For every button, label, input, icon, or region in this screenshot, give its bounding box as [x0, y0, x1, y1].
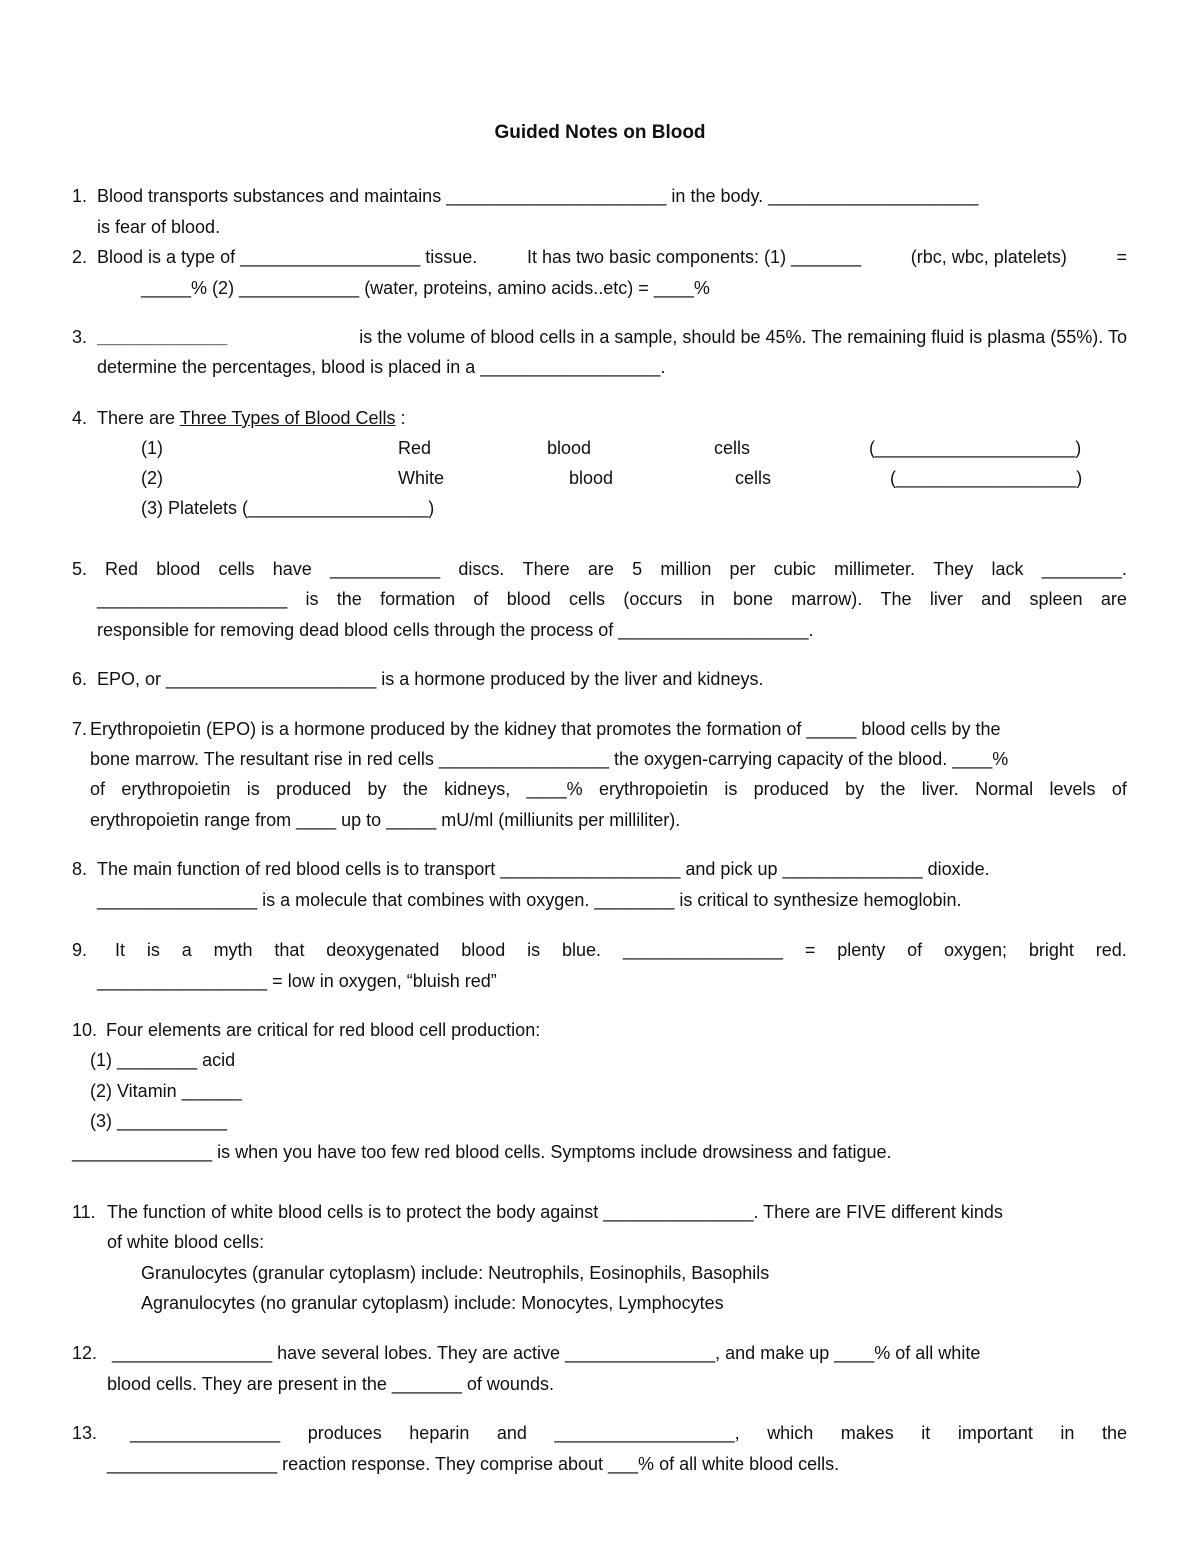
q5-word: in	[700, 589, 715, 609]
q9-word: that	[274, 940, 305, 960]
q7-word: levels	[1049, 779, 1096, 799]
q4-line-1	[97, 407, 406, 429]
q5-word: blood	[506, 589, 551, 609]
q7-line-3	[90, 778, 1127, 800]
q13-word: it	[921, 1423, 931, 1443]
q7-word: by	[367, 779, 387, 799]
q5-word: and	[981, 589, 1012, 609]
q7-word: is	[724, 779, 738, 799]
q13-line-1	[130, 1422, 1127, 1444]
q3-number: 3.	[72, 327, 88, 347]
q5-word: per	[729, 559, 756, 579]
q5-word: ________.	[1041, 559, 1127, 579]
q7-word: liver.	[921, 779, 959, 799]
q7-number: 7.	[72, 719, 88, 739]
q4-lead: There are	[97, 408, 176, 428]
q10-line-1: Four elements are critical for red blood cell production:	[106, 1020, 541, 1040]
q9-line-2: _________________ = low in oxygen, “bluish red”	[97, 971, 497, 991]
q5-word: is	[305, 589, 319, 609]
q9-word: It	[115, 940, 126, 960]
q13-number: 13.	[72, 1423, 98, 1443]
q2-line-1-part: Blood is a type of __________________ tissue.	[97, 247, 478, 267]
q9-word: is	[146, 940, 160, 960]
q9-word: a	[181, 940, 192, 960]
q11-line-1: The function of white blood cells is to protect the body against _______________. There are FIVE different kinds	[107, 1202, 1003, 1222]
q5-word: Red	[105, 559, 139, 579]
q6-number: 6.	[72, 669, 88, 689]
q10-number: 10.	[72, 1020, 98, 1040]
q11-number: 11.	[72, 1202, 96, 1222]
q4-row-2-word: White	[398, 468, 445, 488]
q13-word: __________________,	[554, 1423, 740, 1443]
q9-word: oxygen;	[944, 940, 1008, 960]
page-title: Guided Notes on Blood	[494, 122, 706, 143]
q4-row-2-num: (2)	[141, 468, 163, 488]
q9-word: =	[804, 940, 816, 960]
q5-word: are	[1100, 589, 1127, 609]
q6-line-1: EPO, or _____________________ is a hormone produced by the liver and kidneys.	[97, 669, 764, 689]
q10-item: (2) Vitamin ______	[90, 1081, 242, 1101]
q5-line-2	[97, 588, 1127, 610]
q7-word: of	[1111, 779, 1127, 799]
q9-word: is	[527, 940, 541, 960]
q4-row-1-word: cells	[714, 438, 751, 458]
q3-line-2: determine the percentages, blood is placed in a __________________.	[97, 357, 666, 377]
q3-line-1	[97, 326, 1127, 348]
q7-word: produced	[276, 779, 352, 799]
q5-word: the	[336, 589, 362, 609]
q4-row-2-blank: (__________________)	[890, 468, 1083, 488]
q8-line-1: The main function of red blood cells is to transport __________________ and pick up ______________ dioxide.	[97, 859, 990, 879]
q9-number: 9.	[72, 940, 88, 960]
q13-word: makes	[840, 1423, 894, 1443]
q4-row-2-word: cells	[735, 468, 772, 488]
q7-word: ____%	[526, 779, 583, 799]
q5-word: blood	[156, 559, 201, 579]
q10-item: (1) ________ acid	[90, 1050, 236, 1070]
q5-word: (occurs	[623, 589, 683, 609]
q5-word: have	[272, 559, 312, 579]
q13-word: important	[957, 1423, 1033, 1443]
q5-word: discs.	[458, 559, 505, 579]
q5-word: The	[880, 589, 912, 609]
q4-number: 4.	[72, 408, 88, 428]
q12-line-1: ________________ have several lobes. They are active _______________, and make up ____% of all white	[112, 1343, 981, 1363]
q4-row-3: (3) Platelets (__________________)	[141, 498, 435, 518]
q5-word: cubic	[773, 559, 816, 579]
q5-word: are	[587, 559, 614, 579]
q7-line-2: bone marrow. The resultant rise in red cells _________________ the oxygen-carrying capacity of the blood. ____%	[90, 749, 1009, 769]
q7-word: the	[880, 779, 906, 799]
q9-word: plenty	[837, 940, 886, 960]
q13-word: produces	[307, 1423, 382, 1443]
q5-line-3: responsible for removing dead blood cells through the process of ___________________.	[97, 620, 814, 640]
q9-word: blood	[461, 940, 506, 960]
q1-number: 1.	[72, 186, 88, 206]
q5-word: liver	[929, 589, 963, 609]
q2-line-2: _____% (2) ____________ (water, proteins, amino acids..etc) = ____%	[141, 278, 710, 298]
q9-word: of	[907, 940, 923, 960]
q7-word: the	[402, 779, 428, 799]
q5-word: marrow).	[791, 589, 863, 609]
q5-number: 5.	[72, 559, 88, 579]
q5-word: ___________	[330, 559, 441, 579]
q9-line-1	[115, 939, 1127, 961]
q4-row-1-blank: (____________________)	[869, 438, 1082, 458]
q4-colon: :	[395, 408, 406, 428]
q2-line-1	[97, 246, 1127, 268]
q7-word: erythropoietin	[598, 779, 709, 799]
q5-word: 5	[632, 559, 643, 579]
q11-line-3: Granulocytes (granular cytoplasm) include: Neutrophils, Eosinophils, Basophils	[141, 1263, 770, 1283]
q9-word: ________________	[622, 940, 784, 960]
q13-word: which	[767, 1423, 814, 1443]
q7-word: by	[845, 779, 865, 799]
q7-word: kidneys,	[444, 779, 511, 799]
q3-blank: _____________	[97, 327, 228, 347]
q4-row-1-num: (1)	[141, 438, 163, 458]
q1-line-1: Blood transports substances and maintains ______________________ in the body. _____________________	[97, 186, 979, 206]
q12-line-2: blood cells. They are present in the _______ of wounds.	[107, 1374, 554, 1394]
q4-row-2-word: blood	[569, 468, 614, 488]
q9-word: red.	[1095, 940, 1127, 960]
q2-line-1-part: =	[1116, 247, 1127, 267]
q9-word: bright	[1028, 940, 1074, 960]
q4-underlined-heading: Three Types of Blood Cells	[179, 408, 396, 428]
q9-word: blue.	[561, 940, 602, 960]
q4-row-1-word: Red	[398, 438, 432, 458]
q5-word: lack	[991, 559, 1024, 579]
q13-word: _______________	[130, 1423, 281, 1443]
q1-line-2: is fear of blood.	[97, 217, 221, 237]
q13-word: heparin	[409, 1423, 470, 1443]
q8-number: 8.	[72, 859, 88, 879]
q5-word: formation	[380, 589, 456, 609]
q8-line-2: ________________ is a molecule that combines with oxygen. ________ is critical to synthesize hemoglobin.	[97, 890, 962, 910]
q7-word: is	[246, 779, 260, 799]
q7-word: Normal	[975, 779, 1034, 799]
q10-item: (3) ___________	[90, 1111, 228, 1131]
q7-word: of	[90, 779, 106, 799]
q13-word: in	[1060, 1423, 1075, 1443]
q13-line-2: _________________ reaction response. They comprise about ___% of all white blood cells.	[107, 1454, 840, 1474]
q2-line-1-part: It has two basic components: (1) _______	[526, 247, 862, 267]
q11-line-2: of white blood cells:	[107, 1232, 265, 1252]
q5-word: They	[933, 559, 974, 579]
q13-word: the	[1101, 1423, 1127, 1443]
q5-word: millimeter.	[834, 559, 916, 579]
q11-line-4: Agranulocytes (no granular cytoplasm) include: Monocytes, Lymphocytes	[141, 1293, 724, 1313]
q7-line-1: Erythropoietin (EPO) is a hormone produced by the kidney that promotes the formation of _____ blood cells by the	[90, 719, 1001, 739]
q5-word: bone	[732, 589, 773, 609]
q5-word: of	[473, 589, 489, 609]
q5-word: cells	[218, 559, 255, 579]
q2-line-1-part: (rbc, wbc, platelets)	[910, 247, 1067, 267]
q10-after: ______________ is when you have too few red blood cells. Symptoms include drowsiness and fatigue.	[72, 1142, 892, 1162]
q7-word: produced	[753, 779, 829, 799]
q9-word: myth	[213, 940, 253, 960]
q4-row-1-word: blood	[547, 438, 592, 458]
q5-word: spleen	[1029, 589, 1083, 609]
q7-word: erythropoietin	[121, 779, 231, 799]
q5-line-1	[105, 558, 1127, 580]
q5-word: There	[522, 559, 570, 579]
q12-number: 12.	[72, 1343, 98, 1363]
q7-line-4: erythropoietin range from ____ up to _____ mU/ml (milliunits per milliliter).	[90, 810, 681, 830]
q3-line-1-text: is the volume of blood cells in a sample, should be 45%. The remaining fluid is plasma (55%). To	[359, 327, 1127, 347]
q13-word: and	[496, 1423, 527, 1443]
q5-word: ___________________	[97, 589, 288, 609]
q2-number: 2.	[72, 247, 88, 267]
q9-word: deoxygenated	[326, 940, 440, 960]
q5-word: cells	[569, 589, 606, 609]
q5-word: million	[660, 559, 712, 579]
